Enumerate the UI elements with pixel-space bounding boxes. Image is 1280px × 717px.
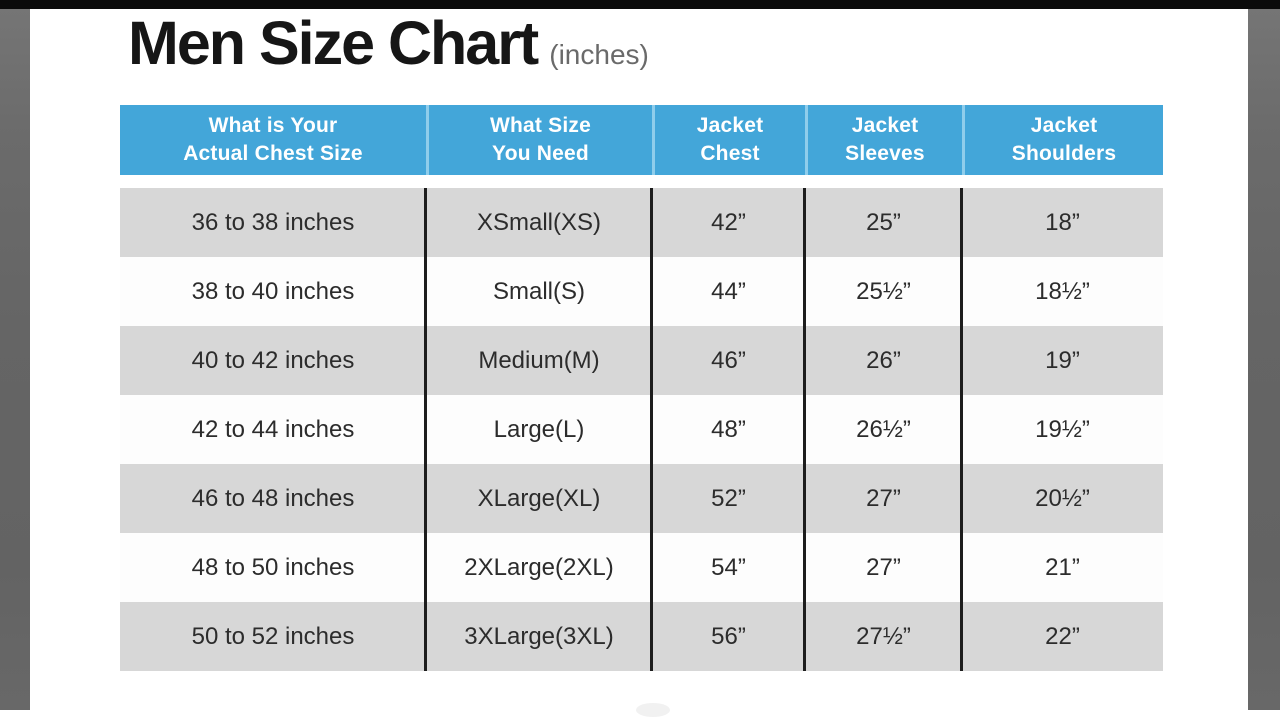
letterbox-left-bar (0, 9, 30, 710)
header-line: You Need (492, 142, 589, 165)
header-line: Shoulders (1011, 142, 1117, 165)
header-chest-range (120, 105, 426, 175)
header-jacket-chest (652, 105, 805, 175)
header-body-gap (120, 175, 1163, 188)
cell-chest-range: 42 to 44 inches (191, 415, 355, 443)
column-divider (803, 188, 806, 671)
cell-jacket-shoulders: 21” (1045, 553, 1080, 581)
header-line: What is Your (208, 114, 338, 137)
page-title: Men Size Chart (128, 9, 538, 77)
header-jacket-shoulders (962, 105, 1163, 175)
cell-jacket-chest: 42” (711, 208, 746, 236)
table-header-row (120, 105, 1163, 175)
bottom-edge-artifact (636, 703, 670, 717)
header-line: Sleeves (845, 142, 925, 165)
header-line: Actual Chest Size (183, 142, 363, 165)
cell-jacket-sleeves: 27” (866, 484, 901, 512)
header-size-needed (426, 105, 652, 175)
cell-chest-range: 38 to 40 inches (191, 277, 355, 305)
cell-jacket-chest: 46” (711, 346, 746, 374)
cell-jacket-chest: 52” (711, 484, 746, 512)
header-line: Jacket (696, 114, 764, 137)
table-row (120, 188, 1163, 257)
cell-jacket-shoulders: 22” (1045, 622, 1080, 650)
cell-jacket-sleeves: 26” (866, 346, 901, 374)
table-row (120, 257, 1163, 326)
cell-size-needed: Large(L) (493, 415, 585, 443)
cell-jacket-sleeves: 25” (866, 208, 901, 236)
cell-chest-range: 50 to 52 inches (191, 622, 355, 650)
table-row (120, 395, 1163, 464)
header-line: What Size (490, 114, 591, 137)
cell-jacket-chest: 56” (711, 622, 746, 650)
header-jacket-sleeves (805, 105, 962, 175)
header-line: Jacket (1030, 114, 1098, 137)
cell-jacket-chest: 48” (711, 415, 746, 443)
column-divider (960, 188, 963, 671)
page-subtitle: (inches) (549, 39, 649, 70)
cell-jacket-shoulders: 20½” (1035, 484, 1090, 512)
cell-size-needed: 2XLarge(2XL) (464, 553, 614, 581)
cell-chest-range: 36 to 38 inches (191, 208, 355, 236)
table-body (120, 188, 1163, 671)
cell-size-needed: 3XLarge(3XL) (464, 622, 614, 650)
column-divider (650, 188, 653, 671)
cell-jacket-sleeves: 27” (866, 553, 901, 581)
cell-size-needed: Small(S) (492, 277, 585, 305)
column-divider (424, 188, 427, 671)
cell-jacket-sleeves: 26½” (856, 415, 911, 443)
cell-jacket-chest: 54” (711, 553, 746, 581)
cell-jacket-chest: 44” (711, 277, 746, 305)
cell-size-needed: XLarge(XL) (477, 484, 601, 512)
table-row (120, 533, 1163, 602)
cell-chest-range: 46 to 48 inches (191, 484, 355, 512)
cell-chest-range: 48 to 50 inches (191, 553, 355, 581)
cell-size-needed: XSmall(XS) (476, 208, 602, 236)
table-row (120, 602, 1163, 671)
cell-chest-range: 40 to 42 inches (191, 346, 355, 374)
cell-jacket-shoulders: 19” (1045, 346, 1080, 374)
letterbox-right-bar (1248, 9, 1280, 710)
cell-size-needed: Medium(M) (478, 346, 600, 374)
cell-jacket-sleeves: 27½” (856, 622, 911, 650)
cell-jacket-shoulders: 18” (1045, 208, 1080, 236)
cell-jacket-shoulders: 18½” (1035, 277, 1090, 305)
cell-jacket-sleeves: 25½” (856, 277, 911, 305)
size-chart-table (120, 105, 1163, 671)
table-row (120, 326, 1163, 395)
table-row (120, 464, 1163, 533)
header-line: Chest (700, 142, 760, 165)
cell-jacket-shoulders: 19½” (1035, 415, 1090, 443)
title-row (128, 8, 649, 78)
header-line: Jacket (851, 114, 919, 137)
